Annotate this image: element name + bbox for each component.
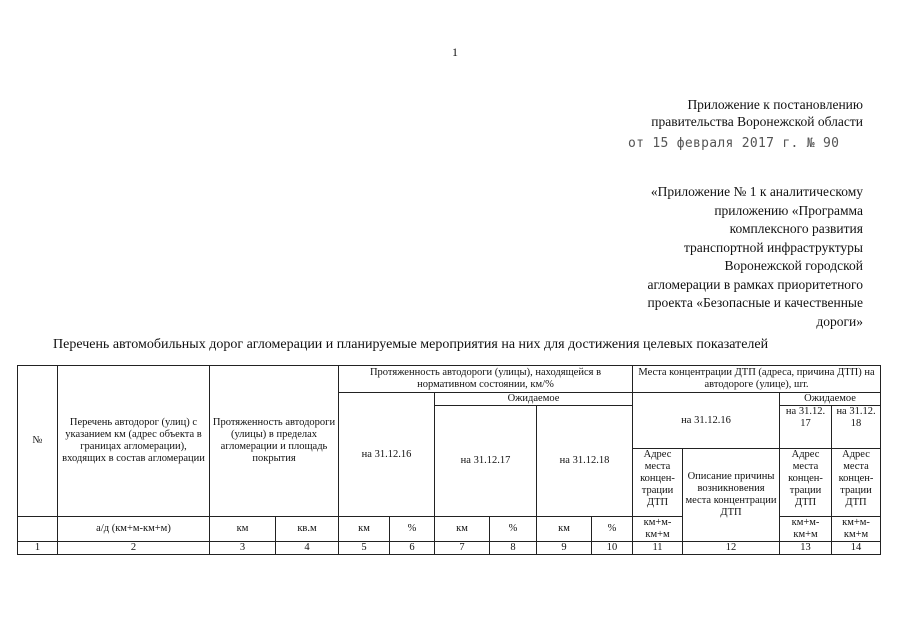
appendix-header xyxy=(563,96,863,130)
dtp-address-header: Адрес места концен- трации ДТП xyxy=(633,449,683,517)
col-number: 5 xyxy=(339,542,390,555)
col-number: 12 xyxy=(683,542,780,555)
group-header-normative: Протяженность автодороги (улицы), находящейся в нормативном состоянии, км/% xyxy=(339,366,633,393)
dtp-date-2017: на 31.12. 17 xyxy=(780,406,832,449)
appendix-line: правительства Воронежской области xyxy=(651,114,863,129)
norm-date-2016: на 31.12.16 xyxy=(339,393,435,517)
page-number: 1 xyxy=(452,45,458,59)
appendix-ref-line: дороги» xyxy=(816,313,863,329)
appendix-ref-line: агломерации в рамках приоритетного xyxy=(647,276,863,292)
unit-km: км xyxy=(537,517,592,542)
col-header-number: № xyxy=(18,366,58,517)
norm-date-2018: на 31.12.18 xyxy=(537,406,633,517)
date-stamp: от 15 февраля 2017 г. № 90 xyxy=(628,136,840,151)
dtp-description-header: Описание причины возникновения места концентрации ДТП xyxy=(683,449,780,542)
col-number: 2 xyxy=(58,542,210,555)
dtp-date-2016: на 31.12.16 xyxy=(633,393,780,449)
unit-percent: % xyxy=(390,517,435,542)
col-number: 4 xyxy=(276,542,339,555)
col-number: 10 xyxy=(592,542,633,555)
col-number: 13 xyxy=(780,542,832,555)
dtp-address-header-2018: Адрес места концен- трации ДТП xyxy=(832,449,881,517)
norm-date-2017: на 31.12.17 xyxy=(435,406,537,517)
appendix-ref-line: комплексного развития xyxy=(729,221,863,236)
col-number: 1 xyxy=(18,542,58,555)
col-number: 6 xyxy=(390,542,435,555)
appendix-ref-line: приложению «Программа xyxy=(714,202,863,218)
dtp-expected: Ожидаемое xyxy=(780,393,881,406)
col-header-road-list: Перечень автодорог (улиц) с указанием км (адрес объекта в границах агломерации), входящих в состав агломерации xyxy=(58,366,210,517)
unit-km: км xyxy=(210,517,276,542)
col-number: 9 xyxy=(537,542,592,555)
unit-road: а/д (км+м-км+м) xyxy=(58,517,210,542)
group-header-dtp: Места концентрации ДТП (адреса, причина ДТП) на автодороге (улице), шт. xyxy=(633,366,881,393)
unit-percent: % xyxy=(592,517,633,542)
dtp-date-2018: на 31.12. 18 xyxy=(832,406,881,449)
unit-kmm: км+м- км+м xyxy=(780,517,832,542)
appendix-ref-line: проекта «Безопасные и качественные xyxy=(647,295,863,310)
unit-km: км xyxy=(339,517,390,542)
unit-kmm: км+м- км+м xyxy=(832,517,881,542)
appendix-ref-line: Воронежской городской xyxy=(724,258,863,273)
col-number: 11 xyxy=(633,542,683,555)
unit-sqm: кв.м xyxy=(276,517,339,542)
appendix-ref-line: «Приложение № 1 к аналитическому xyxy=(650,184,863,199)
col-number: 3 xyxy=(210,542,276,555)
col-header-length: Протяженность автодороги (улицы) в пределах агломерации и площадь покрытия xyxy=(210,366,339,517)
unit-blank xyxy=(18,517,58,542)
unit-kmm: км+м- км+м xyxy=(633,517,683,542)
norm-expected: Ожидаемое xyxy=(435,393,633,406)
col-number: 7 xyxy=(435,542,490,555)
col-number: 8 xyxy=(490,542,537,555)
unit-percent: % xyxy=(490,517,537,542)
appendix-line: Приложение к постановлению xyxy=(687,97,863,112)
roads-table xyxy=(17,365,881,555)
appendix-reference xyxy=(533,183,863,331)
unit-km: км xyxy=(435,517,490,542)
appendix-ref-line: транспортной инфраструктуры xyxy=(683,239,863,255)
document-title: Перечень автомобильных дорог агломерации и планируемые мероприятия на них для достижения целевых показателей xyxy=(53,337,769,352)
dtp-address-header-2017: Адрес места концен- трации ДТП xyxy=(780,449,832,517)
col-number: 14 xyxy=(832,542,881,555)
